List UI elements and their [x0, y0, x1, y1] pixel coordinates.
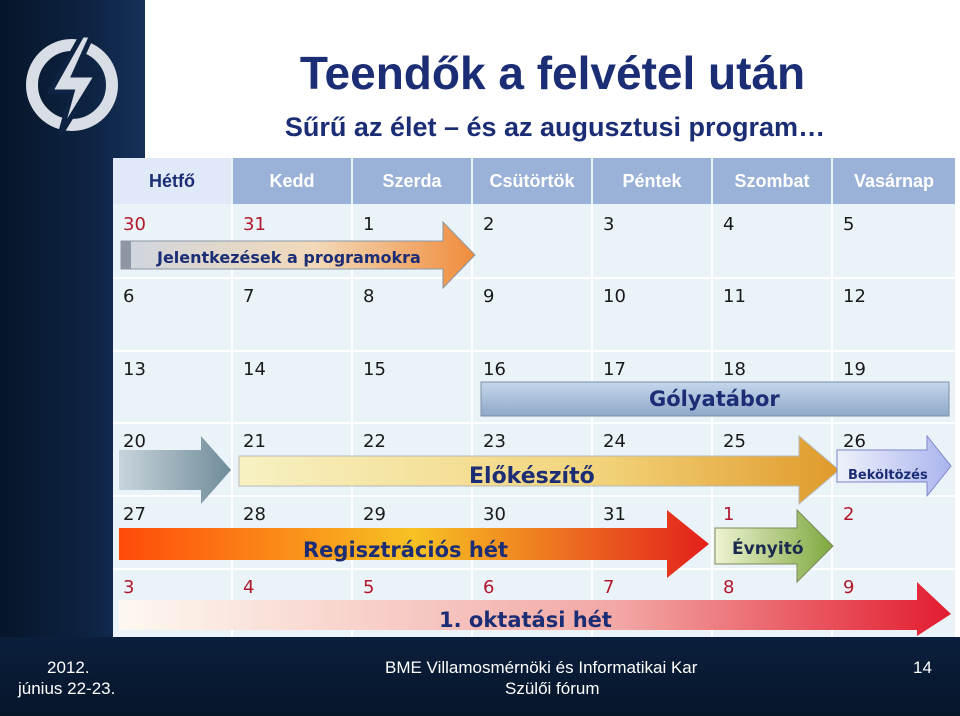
day-number: 23: [483, 431, 506, 452]
page-subtitle: Sűrű az élet – és az augusztusi program…: [284, 112, 826, 142]
day-number: 10: [603, 286, 626, 307]
event-evnyito-label: Évnyitó: [732, 539, 804, 559]
weekday-header: Kedd: [233, 158, 351, 204]
footer-date-line2: június 22-23.: [18, 679, 116, 698]
day-number: 15: [363, 359, 386, 380]
day-number: 4: [243, 577, 255, 598]
day-number: 31: [603, 504, 626, 525]
day-number: 24: [603, 431, 626, 452]
weekday-header: Hétfő: [113, 158, 231, 204]
day-number: 4: [723, 214, 735, 235]
day-number: 26: [843, 431, 866, 452]
event-elokeszito-label: Előkészítő: [469, 464, 595, 489]
day-number: 19: [843, 359, 866, 380]
day-number: 6: [123, 286, 135, 307]
day-number: 30: [123, 214, 146, 235]
day-number: 27: [123, 504, 146, 525]
day-number: 2: [843, 504, 855, 525]
event-jelentkezesek-label: Jelentkezések a programokra: [157, 248, 421, 267]
page-number: 14: [913, 658, 932, 677]
grid-line: [113, 422, 955, 424]
day-number: 9: [843, 577, 855, 598]
footer-date-line1: 2012.: [47, 658, 90, 677]
event-oktatasi-label: 1. oktatási hét: [439, 608, 612, 632]
footer-org-line1: BME Villamosmérnöki és Informatikai Kar: [385, 658, 698, 677]
week4-start-arrow-icon: [117, 434, 233, 506]
day-number: 29: [363, 504, 386, 525]
day-number: 12: [843, 286, 866, 307]
day-number: 6: [483, 577, 495, 598]
day-number: 25: [723, 431, 746, 452]
day-number: 18: [723, 359, 746, 380]
day-number: 17: [603, 359, 626, 380]
grid-line: [113, 350, 955, 352]
page-title: Teendők a felvétel után: [299, 47, 806, 99]
day-number: 20: [123, 431, 146, 452]
footer-bar: [0, 637, 960, 716]
calendar: [113, 158, 955, 638]
day-number: 3: [123, 577, 135, 598]
day-number: 8: [723, 577, 735, 598]
bekoltozes-arrow-icon: [835, 434, 953, 500]
lightning-bolt-logo-icon: [22, 30, 122, 140]
day-number: 7: [603, 577, 615, 598]
day-number: 8: [363, 286, 375, 307]
day-number: 2: [483, 214, 495, 235]
day-number: 31: [243, 214, 266, 235]
day-number: 1: [723, 504, 735, 525]
day-number: 14: [243, 359, 266, 380]
day-number: 5: [843, 214, 855, 235]
weekday-header: Vasárnap: [833, 158, 955, 204]
day-number: 21: [243, 431, 266, 452]
day-number: 9: [483, 286, 495, 307]
day-number: 11: [723, 286, 746, 307]
day-number: 22: [363, 431, 386, 452]
day-number: 30: [483, 504, 506, 525]
day-number: 7: [243, 286, 255, 307]
day-number: 1: [363, 214, 375, 235]
event-regisztracios-label: Regisztrációs hét: [303, 538, 509, 562]
weekday-header: Péntek: [593, 158, 711, 204]
day-number: 16: [483, 359, 506, 380]
footer-org-line2: Szülői fórum: [505, 679, 600, 698]
weekday-header: Szerda: [353, 158, 471, 204]
event-golyatabor-label: Gólyatábor: [649, 387, 780, 411]
weekday-header: Csütörtök: [473, 158, 591, 204]
event-bekoltozes-label: Beköltözés: [848, 468, 928, 483]
day-number: 3: [603, 214, 615, 235]
day-number: 28: [243, 504, 266, 525]
day-number: 13: [123, 359, 146, 380]
weekday-header: Szombat: [713, 158, 831, 204]
day-number: 5: [363, 577, 375, 598]
